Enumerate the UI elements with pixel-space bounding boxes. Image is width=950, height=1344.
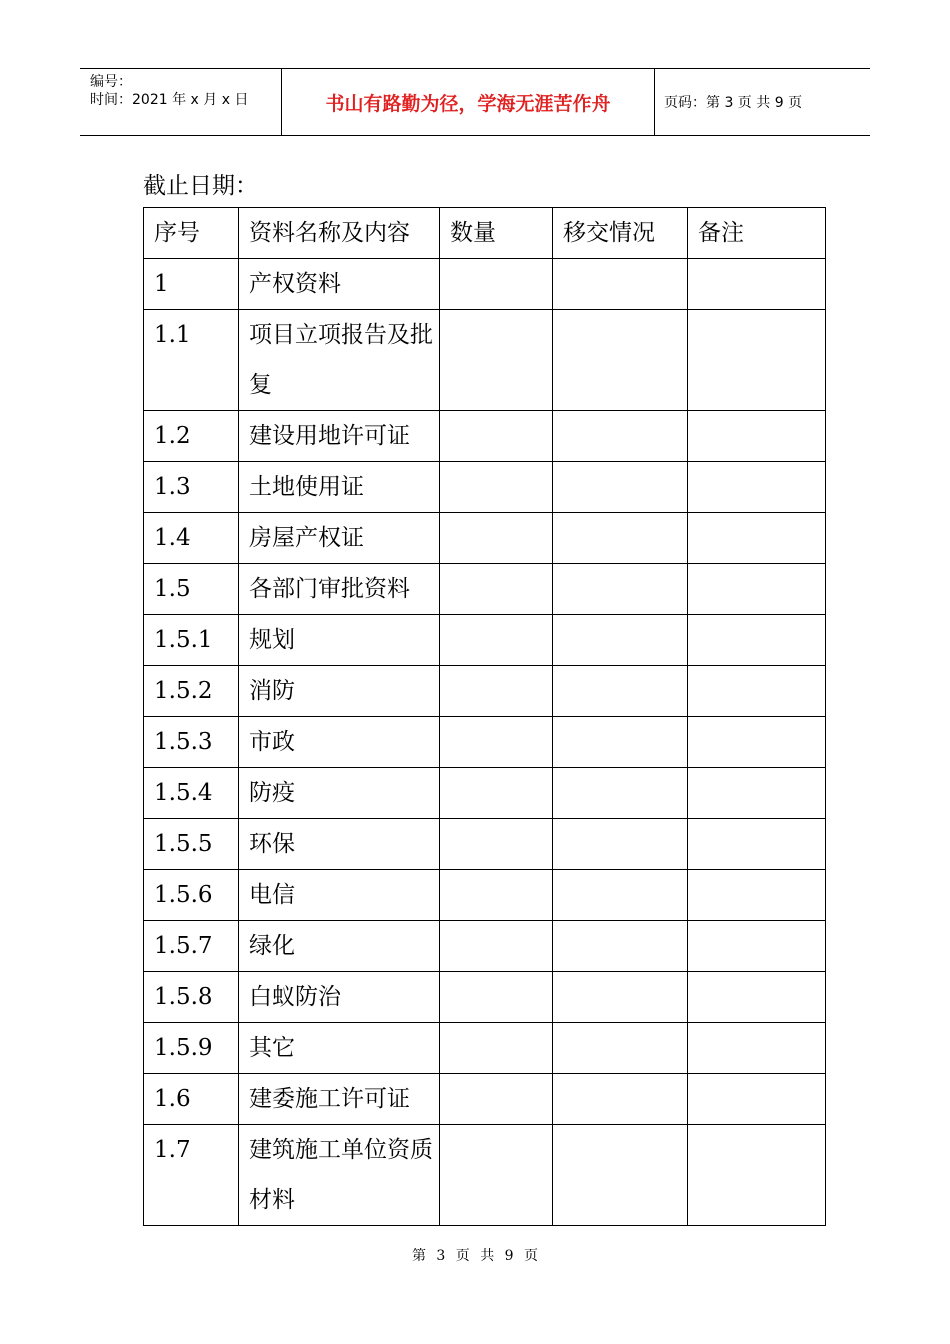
item-name-cell xyxy=(239,1074,440,1125)
item-name-cell xyxy=(239,1125,440,1226)
page-footer: 第 3 页 共 9 页 xyxy=(411,1248,539,1264)
remarks-cell xyxy=(688,462,826,513)
quantity-cell xyxy=(440,411,553,462)
remarks-cell xyxy=(688,1023,826,1074)
item-name-cell xyxy=(239,717,440,768)
item-name: 环保 xyxy=(249,831,295,857)
remarks-cell xyxy=(688,1074,826,1125)
row-number-cell: 1.5.2 xyxy=(144,666,239,717)
table-header-row xyxy=(144,208,826,259)
header-page-info: 页码：第 3 页 共 9 页 xyxy=(664,95,803,111)
item-name-cell xyxy=(239,310,440,411)
remarks-cell xyxy=(688,819,826,870)
handover-cell xyxy=(553,1023,688,1074)
table-row xyxy=(144,1023,826,1074)
header-motto: 书山有路勤为径，学海无涯苦作舟 xyxy=(325,93,611,115)
header-left-block xyxy=(90,73,248,109)
remarks-cell xyxy=(688,513,826,564)
item-name-cell xyxy=(239,819,440,870)
number-label: 编号： xyxy=(90,74,132,90)
handover-cell xyxy=(553,564,688,615)
table-row xyxy=(144,768,826,819)
row-number-cell: 1.5 xyxy=(144,564,239,615)
item-name-cell xyxy=(239,615,440,666)
item-name-cell xyxy=(239,564,440,615)
row-number-cell: 1.4 xyxy=(144,513,239,564)
quantity-cell xyxy=(440,870,553,921)
table-row xyxy=(144,870,826,921)
remarks-cell xyxy=(688,870,826,921)
page-header xyxy=(80,68,870,136)
item-name: 产权资料 xyxy=(249,271,341,297)
row-number-cell: 1.3 xyxy=(144,462,239,513)
table-row xyxy=(144,1125,826,1226)
time-label: 时间：2021 年 x 月 x 日 xyxy=(90,92,249,108)
item-name: 消防 xyxy=(249,678,295,704)
handover-cell xyxy=(553,1125,688,1226)
handover-cell xyxy=(553,870,688,921)
quantity-cell xyxy=(440,513,553,564)
item-name: 电信 xyxy=(249,882,295,908)
quantity-cell xyxy=(440,615,553,666)
deadline-label: 截止日期： xyxy=(143,173,258,199)
quantity-cell xyxy=(440,259,553,310)
header-cell-remarks: 备注 xyxy=(688,208,826,259)
item-name-cell xyxy=(239,513,440,564)
quantity-cell xyxy=(440,310,553,411)
handover-table xyxy=(143,207,826,1226)
handover-cell xyxy=(553,717,688,768)
handover-cell xyxy=(553,259,688,310)
table-row xyxy=(144,615,826,666)
row-number-cell: 1.5.7 xyxy=(144,921,239,972)
item-name: 规划 xyxy=(249,627,295,653)
item-name: 市政 xyxy=(249,729,295,755)
item-name-cell xyxy=(239,768,440,819)
row-number-cell: 1.7 xyxy=(144,1125,239,1226)
handover-cell xyxy=(553,462,688,513)
item-name: 其它 xyxy=(249,1035,295,1061)
header-divider xyxy=(654,69,655,135)
table-row xyxy=(144,411,826,462)
handover-cell xyxy=(553,1074,688,1125)
row-number-cell: 1.5.3 xyxy=(144,717,239,768)
table-row xyxy=(144,666,826,717)
item-name-cell xyxy=(239,462,440,513)
item-name-cell xyxy=(239,259,440,310)
table-row xyxy=(144,564,826,615)
handover-cell xyxy=(553,513,688,564)
quantity-cell xyxy=(440,1074,553,1125)
item-name: 房屋产权证 xyxy=(249,525,364,551)
handover-cell xyxy=(553,819,688,870)
handover-cell xyxy=(553,411,688,462)
remarks-cell xyxy=(688,972,826,1023)
row-number-cell: 1.5.8 xyxy=(144,972,239,1023)
row-number-cell: 1.5.1 xyxy=(144,615,239,666)
quantity-cell xyxy=(440,1125,553,1226)
remarks-cell xyxy=(688,666,826,717)
handover-cell xyxy=(553,768,688,819)
header-cell-handover: 移交情况 xyxy=(553,208,688,259)
handover-cell xyxy=(553,310,688,411)
handover-cell xyxy=(553,921,688,972)
item-name-cell xyxy=(239,870,440,921)
table-row xyxy=(144,921,826,972)
item-name: 各部门审批资料 xyxy=(249,576,410,602)
quantity-cell xyxy=(440,921,553,972)
remarks-cell xyxy=(688,411,826,462)
row-number-cell: 1.5.9 xyxy=(144,1023,239,1074)
quantity-cell xyxy=(440,972,553,1023)
quantity-cell xyxy=(440,768,553,819)
quantity-cell xyxy=(440,666,553,717)
table-row xyxy=(144,819,826,870)
remarks-cell xyxy=(688,259,826,310)
remarks-cell xyxy=(688,310,826,411)
item-name: 建委施工许可证 xyxy=(249,1086,410,1112)
header-cell-quantity: 数量 xyxy=(440,208,553,259)
remarks-cell xyxy=(688,564,826,615)
row-number-cell: 1.2 xyxy=(144,411,239,462)
table-row xyxy=(144,717,826,768)
quantity-cell xyxy=(440,717,553,768)
remarks-cell xyxy=(688,768,826,819)
header-cell-name: 资料名称及内容 xyxy=(239,208,440,259)
row-number-cell: 1.5.4 xyxy=(144,768,239,819)
remarks-cell xyxy=(688,615,826,666)
item-name: 建设用地许可证 xyxy=(249,423,410,449)
remarks-cell xyxy=(688,717,826,768)
item-name: 防疫 xyxy=(249,780,295,806)
header-cell-no: 序号 xyxy=(144,208,239,259)
row-number-cell: 1.6 xyxy=(144,1074,239,1125)
item-name: 建筑施工单位资质材料 xyxy=(249,1137,433,1213)
remarks-cell xyxy=(688,921,826,972)
table-row xyxy=(144,972,826,1023)
quantity-cell xyxy=(440,564,553,615)
item-name: 白蚁防治 xyxy=(249,984,341,1010)
table-row xyxy=(144,513,826,564)
table-row xyxy=(144,259,826,310)
item-name-cell xyxy=(239,411,440,462)
quantity-cell xyxy=(440,462,553,513)
handover-cell xyxy=(553,666,688,717)
remarks-cell xyxy=(688,1125,826,1226)
item-name-cell xyxy=(239,1023,440,1074)
item-name: 项目立项报告及批复 xyxy=(249,322,433,398)
item-name: 绿化 xyxy=(249,933,295,959)
row-number-cell: 1.1 xyxy=(144,310,239,411)
item-name-cell xyxy=(239,921,440,972)
row-number-cell: 1.5.5 xyxy=(144,819,239,870)
table-row xyxy=(144,310,826,411)
row-number-cell: 1 xyxy=(144,259,239,310)
quantity-cell xyxy=(440,819,553,870)
quantity-cell xyxy=(440,1023,553,1074)
item-name-cell xyxy=(239,972,440,1023)
table-row xyxy=(144,1074,826,1125)
table-row xyxy=(144,462,826,513)
handover-cell xyxy=(553,615,688,666)
item-name: 土地使用证 xyxy=(249,474,364,500)
item-name-cell xyxy=(239,666,440,717)
handover-cell xyxy=(553,972,688,1023)
row-number-cell: 1.5.6 xyxy=(144,870,239,921)
